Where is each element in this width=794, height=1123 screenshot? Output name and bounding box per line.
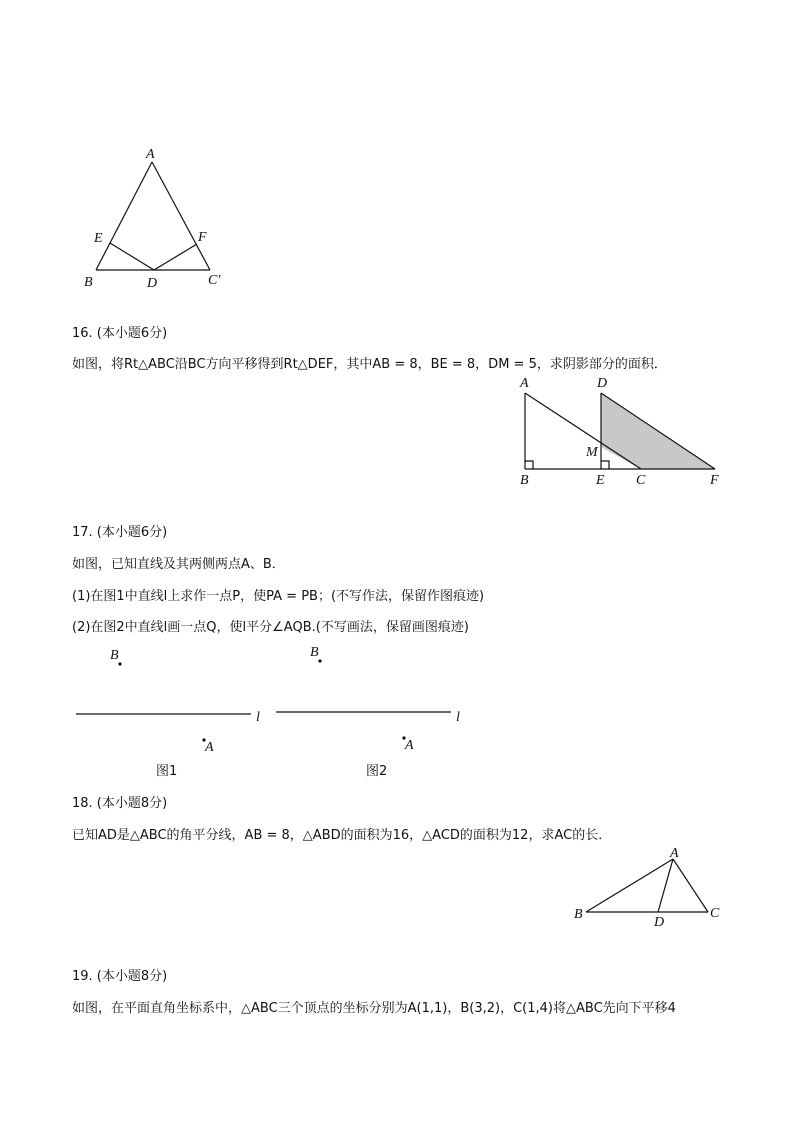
point-b bbox=[118, 662, 121, 665]
label-c: C bbox=[710, 906, 720, 921]
q16-header: 16. (本小题6分) bbox=[72, 326, 168, 341]
label-a: A bbox=[146, 147, 155, 162]
figure-q17-fig2 bbox=[276, 645, 460, 779]
point-b bbox=[318, 659, 321, 662]
label-f: F bbox=[198, 230, 207, 245]
label-a: A bbox=[205, 740, 214, 755]
q18-text: 已知AD是△ABC的角平分线，AB = 8，△ABD的面积为16，△ACD的面积为12，求AC的长． bbox=[72, 828, 612, 843]
label-l: l bbox=[256, 710, 260, 725]
label-a: A bbox=[405, 738, 414, 753]
caption-fig1: 图1 bbox=[156, 764, 178, 779]
label-d: D bbox=[597, 376, 608, 391]
segment-ab bbox=[96, 162, 152, 270]
label-c: C bbox=[636, 473, 646, 488]
q17-part1: (1)在图1中直线l上求作一点P，使PA = PB；(不写作法，保留作图痕迹) bbox=[72, 589, 485, 604]
q19-text: 如图，在平面直角坐标系中，△ABC三个顶点的坐标分别为A(1,1)，B(3,2)，C(1,4)将△ABC先向下平移4 bbox=[72, 1001, 676, 1016]
label-e: E bbox=[94, 231, 103, 246]
label-f: F bbox=[710, 473, 719, 488]
label-b: B bbox=[520, 473, 529, 488]
caption-fig2: 图2 bbox=[366, 764, 388, 779]
label-b: B bbox=[84, 275, 93, 290]
label-c: C' bbox=[208, 273, 221, 288]
label-m: M bbox=[586, 445, 598, 460]
figure-q18-angle-bisector bbox=[574, 846, 720, 930]
right-angle-mark-e bbox=[601, 461, 609, 469]
q17-header: 17. (本小题6分) bbox=[72, 525, 168, 540]
label-a: A bbox=[520, 376, 529, 391]
label-b: B bbox=[110, 648, 119, 663]
q18-header: 18. (本小题8分) bbox=[72, 796, 168, 811]
q16-text: 如图，将Rt△ABC沿BC方向平移得到Rt△DEF，其中AB = 8，BE = 8，DM = 5，求阴影部分的面积． bbox=[72, 357, 667, 372]
q17-text: 如图，已知直线及其两侧两点A、B． bbox=[72, 557, 285, 572]
label-d: D bbox=[147, 276, 158, 291]
figure-q16-translation bbox=[519, 376, 719, 488]
segment-fd bbox=[154, 244, 197, 270]
label-a: A bbox=[670, 846, 679, 861]
label-d: D bbox=[654, 915, 665, 930]
label-b: B bbox=[574, 907, 583, 922]
label-b: B bbox=[310, 645, 319, 660]
segment-ed bbox=[110, 243, 154, 270]
figure-q17-fig1 bbox=[76, 648, 260, 779]
q17-part2: (2)在图2中直线l画一点Q，使l平分∠AQB.(不写画法，保留画图痕迹) bbox=[72, 620, 469, 635]
label-l: l bbox=[456, 710, 460, 725]
right-angle-mark-b bbox=[525, 461, 533, 469]
q19-header: 19. (本小题8分) bbox=[72, 969, 168, 984]
label-e: E bbox=[596, 473, 605, 488]
